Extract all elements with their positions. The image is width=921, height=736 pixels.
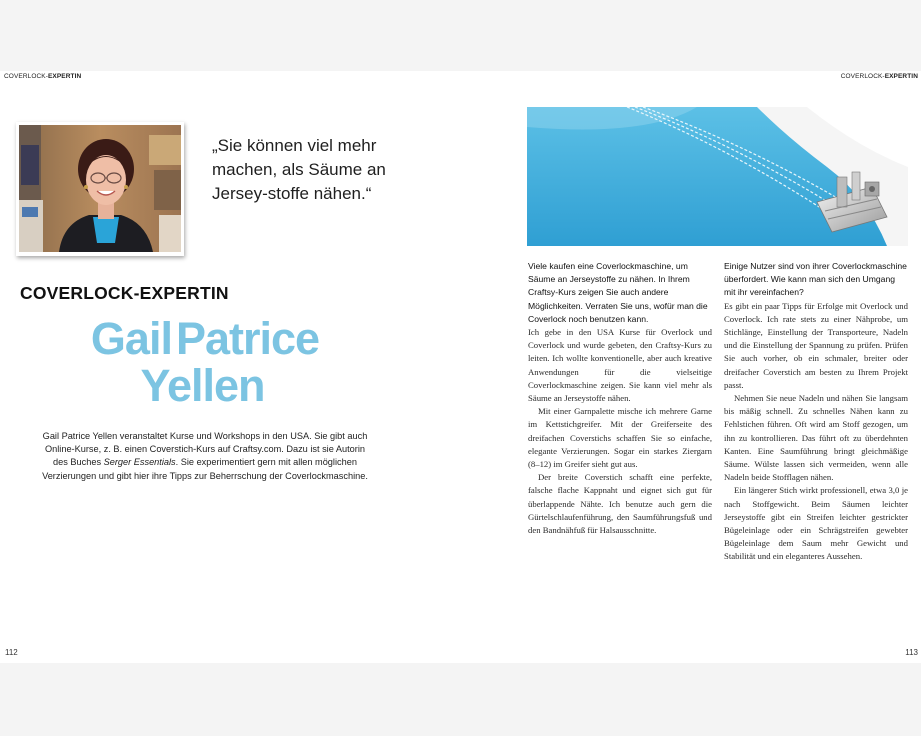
- article-column-2: [724, 260, 908, 564]
- coverlock-stitching-photo: [527, 107, 908, 246]
- book-title: Serger Essentials: [103, 457, 176, 468]
- answer-paragraph: Nehmen Sie neue Nadeln und nähen Sie langsam bis mäßig schnell. Zu schnelles Nähen kann zu Fehlstichen führen. Oft wird am Stoff gezogen, um ihn zu kontrollieren. Das führt oft zu überdehnten Kanten. Eine Saumführung bringt gleichmäßige Säume. Wülste lassen sich vermeiden, wenn alle Nadeln beide Stofflagen nähen.: [724, 393, 908, 483]
- fabric-photo-image: [527, 107, 908, 246]
- section-kicker: COVERLOCK-EXPERTIN: [20, 283, 229, 303]
- answer-paragraph: Der breite Coverstich schafft eine perfekte, falsche flache Kappnaht und eignet sich gut für überlappende Nähte. Ich benutze auch gern die Gürtelschlaufenführung, den Saumführungsfuß und den Bandnähfuß für Halsausschnitte.: [528, 472, 712, 536]
- pull-quote: „Sie können viel mehr machen, als Säume an Jersey-stoffe nähen.“: [212, 136, 386, 203]
- interview-question-2: Einige Nutzer sind von ihrer Coverlockmaschine überfordert. Wie kann man sich den Umgang mit ihr vereinfachen?: [724, 261, 907, 298]
- name-middle: Patrice: [175, 313, 320, 364]
- portrait-photo: [16, 122, 184, 256]
- name-first: Gail: [90, 313, 172, 364]
- portrait-image: [19, 125, 181, 252]
- page-number-right: 113: [905, 648, 918, 657]
- magazine-spread: [0, 71, 921, 663]
- answer-paragraph: Ein längerer Stich wirkt professionell, etwa 3,0 je nach Stoffgewicht. Beim Säumen leichter Jerseystoffe gibt ein Streifen leichter gestrickter Bügeleinlage oder ein Schrägstreifen gewebter Bügeleinlage dem Saum mehr Gewicht und Stabilität und ein eleganteres Aussehen.: [724, 485, 908, 562]
- running-header-left: COVERLOCK-EXPERTIN: [4, 73, 82, 80]
- name-last: Yellen: [140, 360, 265, 411]
- running-header-right: COVERLOCK-EXPERTIN: [840, 73, 918, 80]
- answer-paragraph: Mit einer Garnpalette mische ich mehrere Garne im Kettstichgreifer. Mit der Greiferseite des dreifachen Coverstichs schaffen Sie so einfache, elegante Verzierungen. Sogar ein starkes Ziergarn (8–12) im Greifer sieht gut aus.: [528, 406, 712, 470]
- bio-paragraph: Gail Patrice Yellen veranstaltet Kurse und Workshops in den USA. Sie gibt auch Online-Kurse, z. B. einen Coverstich-Kurs auf Craftsy.com. Dazu ist sie Autorin des Buches Serger Essentials. Sie experimentiert gern mit allen möglichen Verzierungen und gibt hier ihre Tipps zur Beherrschung der Coverlockmaschine.: [42, 431, 368, 481]
- interview-question-1: Viele kaufen eine Coverlockmaschine, um Säume an Jerseystoffe zu nähen. In Ihrem Craftsy-Kurs zeigen Sie auch andere Möglichkeiten. Verraten Sie uns, wofür man die Coverlock noch benutzen kann.: [528, 261, 708, 324]
- answer-paragraph: Es gibt ein paar Tipps für Erfolge mit Overlock und Coverlock. Ich rate stets zu einer Nähprobe, um Stichlänge, Einstellung der Transporteure, Nadeln und die Einstellung der Spannung zu prüfen. Prüfen Sie auch vorher, ob ein schmaler, breiter oder dreifacher Coverstich am besten zu Ihrem Projekt passt.: [724, 300, 908, 390]
- answer-paragraph: Ich gebe in den USA Kurse für Overlock und Coverlock und wurde gebeten, den Craftsy-Kurs zu leiten. Ich wollte konventionelle, aber auch kreative Anwendungen für die vielseitige Coverlockmaschine zeigen. Sie kann viel mehr als Säume an Jerseystoffe nähen.: [528, 327, 712, 404]
- page-number-left: 112: [5, 648, 18, 657]
- article-column-1: [528, 260, 712, 537]
- interviewee-name: [20, 313, 390, 411]
